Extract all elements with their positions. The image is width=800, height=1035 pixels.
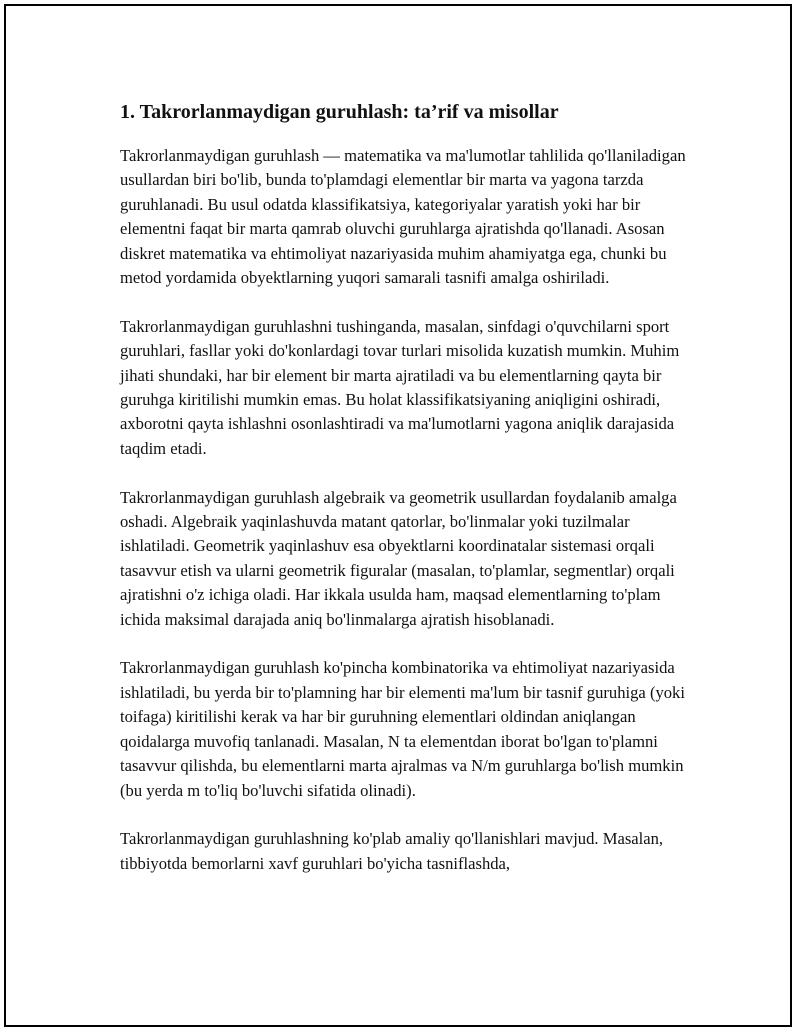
- paragraph-3: Takrorlanmaydigan guruhlash algebraik va geometrik usullardan foydalanib amalga oshadi. Algebraik yaqinlashuvda matant qatorlar, bo'linmalar yoki tuzilmalar ishlatiladi. Geometrik yaqinlashuv esa obyektlarni koordinatalar sistemasi orqali tasavvur etish va ularni geometrik figuralar (masalan, to'plamlar, segmentlar) orqali ajratishni o'z ichiga oladi. Har ikkala usulda ham, maqsad elementlarning to'plam ichida maksimal darajada aniq bo'linmalarga ajratish hisoblanadi.: [120, 487, 677, 629]
- page-frame: [4, 4, 792, 1027]
- paragraph-1: Takrorlanmaydigan guruhlash — matematika va ma'lumotlar tahlilida qo'llaniladigan usullardan biri bo'lib, bunda to'plamdagi elementlar bir marta va yagona tarzda guruhlanadi. Bu usul odatda klassifikatsiya, kategoriyalar yaratish yoki har bir elementni faqat bir marta qamrab oluvchi guruhlarga ajratishda qo'llanadi. Asosan diskret matematika va ehtimoliyat nazariyasida muhim ahamiyatga ega, chunki bu metod yordamida obyektlarning yuqori samarali tasnifi amalga oshiriladi.: [120, 146, 686, 288]
- paragraph-5: Takrorlanmaydigan guruhlashning ko'plab amaliy qo'llanishlari mavjud. Masalan, tibbiyotda bemorlarni xavf guruhlari bo'yicha tasniflashda,: [120, 829, 664, 873]
- paragraph-2: Takrorlanmaydigan guruhlashni tushinganda, masalan, sinfdagi o'quvchilarni sport guruhlari, fasllar yoki do'konlardagi tovar turlari misolida kuzatish mumkin. Muhim jihati shundaki, har bir element bir marta ajratiladi va bu elementlarning qayta bir guruhga kiritilishi mumkin emas. Bu holat klassifikatsiyaning aniqligini oshiradi, axborotni qayta ishlashni osonlashtiradi va ma'lumotlarni yagona aniqlik darajasida taqdim etadi.: [120, 316, 680, 458]
- paragraph-4: Takrorlanmaydigan guruhlash ko'pincha kombinatorika va ehtimoliyat nazariyasida ishlatiladi, bu yerda bir to'plamning har bir elementi ma'lum bir tasnif guruhiga (yoki toifaga) kiritilishi kerak va har bir guruhning elementlari oldindan aniqlangan qoidalarga muvofiq tanlanadi. Masalan, N ta elementdan iborat bo'lgan to'plamni tasavvur qilishda, bu elementlarni marta ajralmas va N/m guruhlarga bo'lish mumkin (bu yerda m to'liq bo'luvchi sifatida olinadi).: [120, 658, 685, 800]
- section-title: 1. Takrorlanmaydigan guruhlash: ta’rif va misollar: [120, 101, 559, 123]
- document-body: [120, 98, 700, 901]
